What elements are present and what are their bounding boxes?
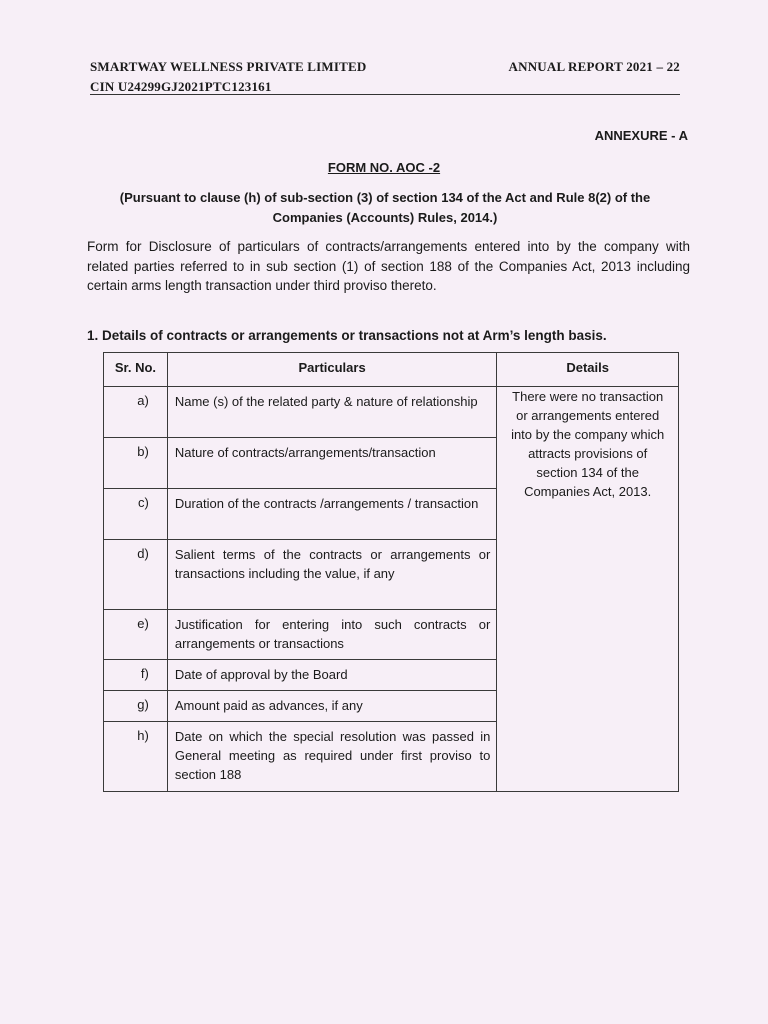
row-sr-no: f) bbox=[104, 660, 168, 691]
row-particular: Salient terms of the contracts or arrangements or transactions including the value, if any bbox=[167, 540, 497, 610]
row-sr-no: g) bbox=[104, 691, 168, 722]
row-particular: Date of approval by the Board bbox=[167, 660, 497, 691]
row-sr-no: d) bbox=[104, 540, 168, 610]
pursuant-clause: (Pursuant to clause (h) of sub-section (3) of section 134 of the Act and Rule 8(2) of the Companies (Accounts) Rules, 2014.) bbox=[119, 190, 651, 225]
details-cell: There were no transaction or arrangements entered into by the company which attracts provisions of section 134 of the Companies Act, 2013. bbox=[497, 387, 679, 792]
row-particular: Amount paid as advances, if any bbox=[167, 691, 497, 722]
table-row bbox=[104, 387, 679, 438]
aoc-details-table bbox=[103, 352, 679, 792]
row-particular: Nature of contracts/arrangements/transaction bbox=[167, 438, 497, 489]
row-sr-no: h) bbox=[104, 722, 168, 792]
row-sr-no: a) bbox=[104, 387, 168, 438]
form-number-title: FORM NO. AOC -2 bbox=[327, 160, 441, 175]
row-particular: Date on which the special resolution was passed in General meeting as required under first proviso to section 188 bbox=[167, 722, 497, 792]
section-1-heading: 1. Details of contracts or arrangements or transactions not at Arm’s length basis. bbox=[87, 328, 607, 343]
annexure-label: ANNEXURE - A bbox=[594, 128, 688, 143]
row-sr-no: e) bbox=[104, 610, 168, 660]
row-particular: Duration of the contracts /arrangements / transaction bbox=[167, 489, 497, 540]
letterhead-left bbox=[90, 57, 366, 97]
row-particular: Justification for entering into such contracts or arrangements or transactions bbox=[167, 610, 497, 660]
header-particulars: Particulars bbox=[167, 353, 497, 387]
row-sr-no: c) bbox=[104, 489, 168, 540]
report-title: ANNUAL REPORT 2021 – 22 bbox=[508, 59, 680, 74]
intro-paragraph: Form for Disclosure of particulars of contracts/arrangements entered into by the company with related parties referred to in sub section (1) of section 188 of the Companies Act, 2013 including certain arms length transaction under third proviso thereto. bbox=[87, 239, 690, 293]
header-sr-no: Sr. No. bbox=[104, 353, 168, 387]
header-details: Details bbox=[497, 353, 679, 387]
header-divider bbox=[90, 94, 680, 95]
company-name: SMARTWAY WELLNESS PRIVATE LIMITED bbox=[90, 59, 367, 74]
row-sr-no: b) bbox=[104, 438, 168, 489]
row-particular: Name (s) of the related party & nature of relationship bbox=[167, 387, 497, 438]
table-header-row bbox=[104, 353, 679, 387]
company-cin: CIN U24299GJ2021PTC123161 bbox=[90, 79, 272, 94]
